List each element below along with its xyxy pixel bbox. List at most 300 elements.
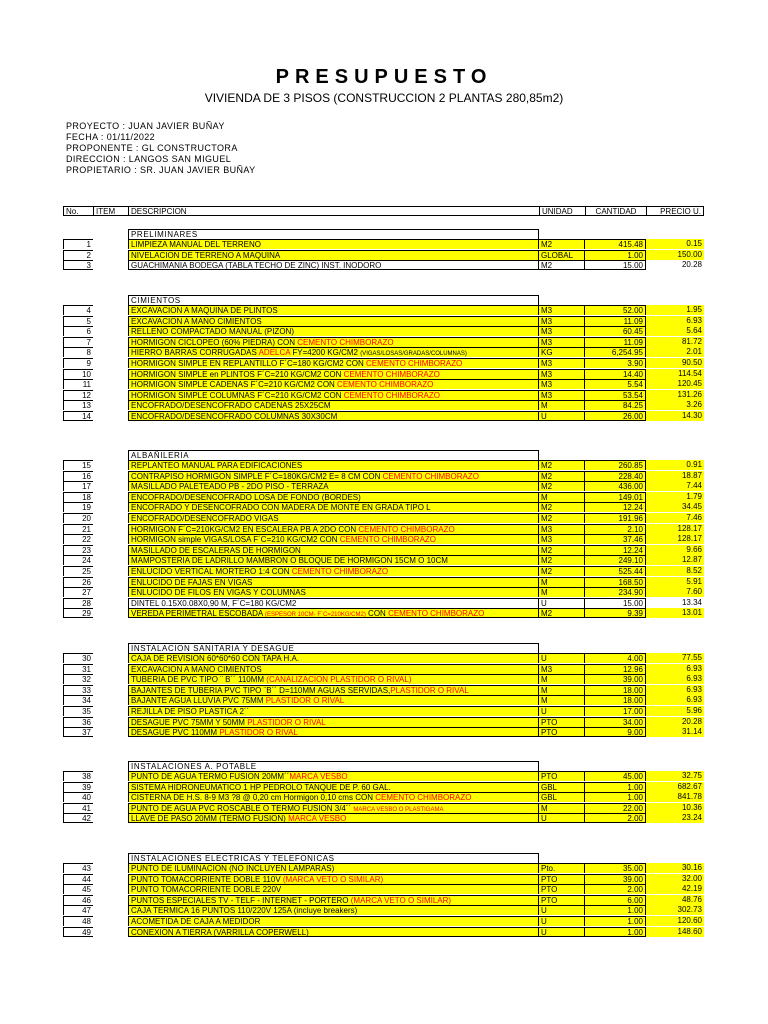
row-quantity: 39.00 <box>585 874 646 884</box>
description-text: HORMIGON F´C=210KG/CM2 EN ESCALERA PB A 2DO CON <box>131 524 359 534</box>
row-unit: M3 <box>539 358 585 368</box>
row-description <box>128 460 539 470</box>
row-unit: Pto. <box>539 863 585 873</box>
row-number: 37 <box>63 727 93 737</box>
row-unit: PTO <box>539 771 585 781</box>
row-quantity: 260.85 <box>585 460 646 470</box>
row-quantity: 37.46 <box>585 534 646 544</box>
row-number: 11 <box>63 379 93 389</box>
table-row <box>63 905 704 915</box>
description-text: PLASTIDOR O RIVAL <box>219 728 298 738</box>
row-number: 6 <box>63 326 93 336</box>
row-unit-price: 31.14 <box>646 727 704 737</box>
row-number: 18 <box>63 492 93 502</box>
description-text: LIMPIEZA MANUAL DEL TERRENO <box>131 240 261 249</box>
row-description <box>128 250 539 260</box>
table-row <box>63 250 704 260</box>
row-number: 24 <box>63 555 93 565</box>
row-number: 45 <box>63 884 93 894</box>
row-quantity: 45.00 <box>585 771 646 781</box>
row-quantity: 60.45 <box>585 326 646 336</box>
row-number: 15 <box>63 460 93 470</box>
description-text: (MARCA VETO O SIMILAR) <box>350 895 452 905</box>
row-quantity: 11.09 <box>585 316 646 326</box>
description-text: CON <box>365 609 389 619</box>
row-unit-price: 3.26 <box>646 400 704 410</box>
description-text: DESAGUE PVC 75MM Y 50MM <box>131 717 248 727</box>
row-number: 12 <box>63 390 93 400</box>
row-unit-price: 13.01 <box>646 608 704 618</box>
row-description <box>128 545 539 555</box>
row-unit: PTO <box>539 884 585 894</box>
description-text: CONTRAPISO HORMIGON SIMPLE F´C=180KG/CM2 E= 8 CM CON <box>131 471 383 481</box>
row-description <box>128 347 539 357</box>
table-row <box>63 239 704 249</box>
row-description <box>128 358 539 368</box>
description-text: PUNTOS ESPECIALES TV - TELF - INTERNET - PORTERO <box>131 895 351 905</box>
row-description <box>128 239 539 249</box>
row-unit-price: 32.00 <box>646 874 704 884</box>
row-description <box>128 481 539 491</box>
row-quantity: 168.50 <box>585 577 646 587</box>
row-unit-price: 32.75 <box>646 771 704 781</box>
description-text: CEMENTO CHIMBORAZO <box>343 390 441 400</box>
row-unit-price: 6.93 <box>646 316 704 326</box>
row-number: 23 <box>63 545 93 555</box>
row-description <box>128 305 539 315</box>
row-unit-price: 5.96 <box>646 706 704 716</box>
row-number: 41 <box>63 803 93 813</box>
table-row <box>63 927 704 937</box>
row-number: 21 <box>63 524 93 534</box>
row-quantity: 1.00 <box>585 250 646 260</box>
table-row <box>63 502 704 512</box>
table-row <box>63 717 704 727</box>
row-unit: PTO <box>539 727 585 737</box>
row-description <box>128 863 539 873</box>
row-quantity: 11.09 <box>585 337 646 347</box>
row-number: 27 <box>63 587 93 597</box>
row-unit-price: 682.67 <box>646 782 704 792</box>
row-number: 25 <box>63 566 93 576</box>
row-quantity: 12.24 <box>585 545 646 555</box>
row-unit: M3 <box>539 326 585 336</box>
section-title: INSTALACIONES ELECTRICAS Y TELEFONICAS <box>128 853 539 863</box>
row-number: 3 <box>63 260 93 270</box>
table-row <box>63 884 704 894</box>
description-text: HIERRO BARRAS CORRUGADAS <box>131 348 259 358</box>
row-unit-price: 302.73 <box>646 905 704 915</box>
row-unit-price: 841.78 <box>646 792 704 802</box>
row-unit: M3 <box>539 337 585 347</box>
row-quantity: 9.00 <box>585 727 646 737</box>
row-quantity: 249.10 <box>585 555 646 565</box>
row-unit-price: 18.87 <box>646 471 704 481</box>
table-row <box>63 400 704 410</box>
header-no: No. <box>63 206 93 216</box>
row-description <box>128 379 539 389</box>
row-unit-price: 12.87 <box>646 555 704 565</box>
row-unit-price: 14.30 <box>646 411 704 421</box>
row-description <box>128 534 539 544</box>
description-text: HORMIGON simple VIGAS/LOSA F´C=210 KG/CM2 CON <box>131 535 340 545</box>
header-description: DESCRIPCION <box>128 206 539 216</box>
description-text: RELLENO COMPACTADO MANUAL (PIZON) <box>131 327 294 337</box>
row-unit: M <box>539 695 585 705</box>
row-unit-price: 0.15 <box>646 239 704 249</box>
row-number: 40 <box>63 792 93 802</box>
row-number: 34 <box>63 695 93 705</box>
row-number: 14 <box>63 411 93 421</box>
row-unit: U <box>539 905 585 915</box>
table-row <box>63 379 704 389</box>
row-description <box>128 803 539 813</box>
row-description <box>128 260 539 270</box>
description-text: CEMENTO CHIMBORAZO <box>337 380 434 390</box>
row-unit: U <box>539 598 585 608</box>
table-row <box>63 555 704 565</box>
row-number: 39 <box>63 782 93 792</box>
row-unit: M2 <box>539 260 585 270</box>
row-unit: M3 <box>539 534 585 544</box>
row-quantity: 415.48 <box>585 239 646 249</box>
row-number: 44 <box>63 874 93 884</box>
description-text: TUBERIA DE PVC TIPO ¨ B´´ 110MM <box>131 675 267 685</box>
row-number: 26 <box>63 577 93 587</box>
row-unit-price: 128.17 <box>646 524 704 534</box>
table-row <box>63 895 704 905</box>
row-unit: M2 <box>539 481 585 491</box>
row-number: 32 <box>63 674 93 684</box>
row-description <box>128 874 539 884</box>
description-text: NIVELACION DE TERRENO A MAQUINA <box>131 250 281 260</box>
row-quantity: 6.00 <box>585 895 646 905</box>
row-unit-price: 1.95 <box>646 305 704 315</box>
table-row <box>63 492 704 502</box>
description-text: ACOMETIDA DE CAJA A MEDIDOR <box>131 917 261 926</box>
header-quantity: CANTIDAD <box>585 206 646 216</box>
row-unit-price: 77.55 <box>646 653 704 663</box>
row-number: 17 <box>63 481 93 491</box>
row-quantity: 34.00 <box>585 717 646 727</box>
row-description <box>128 337 539 347</box>
description-text: ENCOFRADO/DESENCOFRADO VIGAS <box>131 514 279 523</box>
section-title: INSTALACIONES A. POTABLE <box>128 761 539 771</box>
table-row <box>63 782 704 792</box>
row-unit: M3 <box>539 305 585 315</box>
row-unit: M <box>539 803 585 813</box>
row-description <box>128 717 539 727</box>
description-text: PUNTO TOMACORRIENTE DOBLE 110V <box>131 874 283 884</box>
row-description <box>128 400 539 410</box>
row-quantity: 26.00 <box>585 411 646 421</box>
row-quantity: 9.39 <box>585 608 646 618</box>
row-quantity: 234.90 <box>585 587 646 597</box>
table-row <box>63 316 704 326</box>
row-number: 43 <box>63 863 93 873</box>
description-text: FY=4200 KG/CM2 <box>290 348 361 358</box>
table-row <box>63 664 704 674</box>
row-number: 35 <box>63 706 93 716</box>
row-number: 2 <box>63 250 93 260</box>
section-title: INSTALACION SANITARIA Y DESAGUE <box>128 643 539 653</box>
row-unit-price: 120.45 <box>646 379 704 389</box>
description-text: CEMENTO CHIMBORAZO <box>358 524 455 534</box>
row-quantity: 1.00 <box>585 916 646 926</box>
row-quantity: 15.00 <box>585 598 646 608</box>
description-text: PLASTIDOR O RIVAL <box>265 696 345 706</box>
row-quantity: 5.54 <box>585 379 646 389</box>
row-number: 7 <box>63 337 93 347</box>
row-unit: M <box>539 577 585 587</box>
description-text: CAJA DE REVISION 60*60*60 CON TAPA H.A. <box>131 654 300 663</box>
row-quantity: 2.00 <box>585 813 646 823</box>
row-quantity: 14.40 <box>585 369 646 379</box>
table-row <box>63 481 704 491</box>
table-row <box>63 326 704 336</box>
row-description <box>128 411 539 421</box>
table-row <box>63 727 704 737</box>
row-unit-price: 0.91 <box>646 460 704 470</box>
row-unit-price: 131.26 <box>646 390 704 400</box>
info-address: DIRECCION : LANGOS SAN MIGUEL <box>66 154 232 164</box>
row-quantity: 1.00 <box>585 905 646 915</box>
row-unit-price: 2.01 <box>646 347 704 357</box>
row-number: 28 <box>63 598 93 608</box>
header-item: ITEM <box>93 206 128 216</box>
row-description <box>128 727 539 737</box>
document-title: PRESUPUESTO <box>275 66 493 88</box>
description-text: BAJANTES DE TUBERIA PVC TIPO ¨B´´ D=110MM AGUAS SERVIDAS, <box>131 685 391 695</box>
row-quantity: 12.96 <box>585 664 646 674</box>
row-unit-price: 5.91 <box>646 577 704 587</box>
row-unit: M <box>539 400 585 410</box>
row-description <box>128 471 539 481</box>
row-quantity: 39.00 <box>585 674 646 684</box>
table-row <box>63 411 704 421</box>
row-description <box>128 598 539 608</box>
row-unit: M2 <box>539 471 585 481</box>
description-text: ENLUCIDO DE FILOS EN VIGAS Y COLUMNAS <box>131 588 306 598</box>
row-number: 22 <box>63 534 93 544</box>
table-row <box>63 577 704 587</box>
description-text: CEMENTO CHIMBORAZO <box>343 369 440 379</box>
row-unit: M3 <box>539 316 585 326</box>
row-quantity: 22.00 <box>585 803 646 813</box>
table-row <box>63 347 704 357</box>
description-text: DESAGUE PVC 110MM <box>131 728 220 738</box>
row-description <box>128 513 539 523</box>
info-owner: PROPIETARIO : SR. JUAN JAVIER BUÑAY <box>66 165 256 175</box>
table-row <box>63 545 704 555</box>
section-title: ALBAÑILERIA <box>128 450 539 460</box>
row-unit: M3 <box>539 369 585 379</box>
row-quantity: 6,254.95 <box>585 347 646 357</box>
table-row <box>63 471 704 481</box>
table-row <box>63 598 704 608</box>
description-text: (CANALIZACION PLASTIDOR O RIVAL) <box>266 675 412 685</box>
row-unit-price: 7.46 <box>646 513 704 523</box>
row-number: 49 <box>63 927 93 937</box>
row-description <box>128 608 539 618</box>
row-quantity: 53.54 <box>585 390 646 400</box>
row-unit-price: 9.66 <box>646 545 704 555</box>
row-description <box>128 566 539 576</box>
header-unit: UNIDAD <box>539 206 585 216</box>
table-row <box>63 771 704 781</box>
row-unit: M2 <box>539 555 585 565</box>
description-text: SISTEMA HIDRONEUMATICO 1 HP PEDROLO TANQUE DE P. 60 GAL. <box>131 782 391 792</box>
row-unit-price: 20.28 <box>681 260 702 270</box>
row-description <box>128 502 539 512</box>
row-unit-price: 6.93 <box>646 674 704 684</box>
row-unit-price: 6.93 <box>646 695 704 705</box>
row-quantity: 12.24 <box>585 502 646 512</box>
row-description <box>128 653 539 663</box>
description-text: EXCAVACION A MANO CIMIENTOS <box>131 316 262 326</box>
row-number: 30 <box>63 653 93 663</box>
table-row <box>63 803 704 813</box>
row-unit-price: 30.16 <box>646 863 704 873</box>
row-unit: M3 <box>539 524 585 534</box>
row-quantity: 84.25 <box>585 400 646 410</box>
row-unit: GLOBAL <box>539 250 585 260</box>
row-unit-price: 148.60 <box>646 927 704 937</box>
row-description <box>128 492 539 502</box>
row-unit-price: 81.72 <box>646 337 704 347</box>
description-text: CEMENTO CHIMBORAZO <box>382 471 479 481</box>
row-unit-price: 48.76 <box>646 895 704 905</box>
row-number: 36 <box>63 717 93 727</box>
row-number: 48 <box>63 916 93 926</box>
row-quantity: 149.01 <box>585 492 646 502</box>
description-text: CEMENTO CHIMBORAZO <box>388 609 485 619</box>
description-text: HORMIGON SIMPLE CADENAS F´C=210 KG/CM2 CON <box>131 380 338 390</box>
description-text: GUACHIMANIA BODEGA (TABLA TECHO DE ZINC) INST. INODORO <box>131 261 382 271</box>
row-description <box>128 771 539 781</box>
row-unit-price: 114.54 <box>646 369 704 379</box>
info-date: FECHA : 01/11/2022 <box>66 132 156 142</box>
row-number: 20 <box>63 513 93 523</box>
row-unit-price: 120.60 <box>646 916 704 926</box>
row-unit: M2 <box>539 545 585 555</box>
row-number: 47 <box>63 905 93 915</box>
description-text: PLASTIDOR O RIVAL <box>390 685 469 695</box>
row-unit: GBL <box>539 782 585 792</box>
description-text: MASILLADO DE ESCALERAS DE HORMIGON <box>131 545 301 555</box>
row-unit: U <box>539 653 585 663</box>
description-text: EXCAVACION A MAQUINA DE PLINTOS <box>131 306 278 315</box>
row-description <box>128 555 539 565</box>
row-number: 42 <box>63 813 93 823</box>
row-number: 19 <box>63 502 93 512</box>
row-number: 29 <box>63 608 93 618</box>
row-quantity: 18.00 <box>585 685 646 695</box>
description-text: MARCA VESBO <box>289 772 348 781</box>
info-project: PROYECTO : JUAN JAVIER BUÑAY <box>66 121 225 131</box>
description-text: ENLUCIDO DE FAJAS EN VIGAS <box>131 577 253 587</box>
row-unit: PTO <box>539 874 585 884</box>
row-description <box>128 695 539 705</box>
table-row <box>63 863 704 873</box>
row-unit-price: 10.36 <box>646 803 704 813</box>
table-row <box>63 460 704 470</box>
row-unit-price: 128.17 <box>646 534 704 544</box>
description-text: CONEXION A TIERRA (VARRILLA COPERWELL) <box>131 927 309 937</box>
description-text: ENCOFRADO Y DESENCOFRADO CON MADERA DE MONTE EN GRADA TIPO L <box>131 503 431 513</box>
row-unit: U <box>539 927 585 937</box>
row-unit: M2 <box>539 608 585 618</box>
row-unit-price: 6.93 <box>646 685 704 695</box>
description-text: HORMIGON SIMPLE COLUMNAS F´C=210 KG/CM2 CON <box>131 390 344 400</box>
section-title: PRELIMINARES <box>128 229 539 239</box>
row-number: 1 <box>63 239 93 249</box>
row-number: 46 <box>63 895 93 905</box>
row-number: 5 <box>63 316 93 326</box>
row-number: 33 <box>63 685 93 695</box>
description-text: HORMIGON SIMPLE en PLINTOS F´C=210 KG/CM2 CON <box>131 369 344 379</box>
row-number: 13 <box>63 400 93 410</box>
row-unit-price: 42.19 <box>646 884 704 894</box>
header-unit-price: PRECIO U. <box>646 206 704 216</box>
row-unit: M3 <box>539 379 585 389</box>
row-description <box>128 577 539 587</box>
row-description <box>128 316 539 326</box>
row-description <box>128 326 539 336</box>
table-row <box>63 524 704 534</box>
description-text: (ESPESOR 10CM- F´C=210KG/CM2) <box>264 612 366 619</box>
table-row <box>63 608 704 618</box>
row-unit: PTO <box>539 717 585 727</box>
row-quantity: 1.00 <box>585 782 646 792</box>
description-text: CEMENTO CHIMBORAZO <box>375 793 472 803</box>
info-proponent: PROPONENTE : GL CONSTRUCTORA <box>66 143 238 153</box>
row-unit-price: 5.64 <box>646 326 704 336</box>
row-quantity: 2.10 <box>585 524 646 534</box>
row-description <box>128 905 539 915</box>
table-row <box>63 566 704 576</box>
row-description <box>128 664 539 674</box>
description-text: HORMIGON SIMPLE EN REPLANTILLO F´C=180 KG/CM2 CON <box>131 359 366 368</box>
description-text: ENLUCIDO VERTICAL MORTERO 1:4 CON <box>131 567 292 576</box>
table-row <box>63 916 704 926</box>
description-text: PLASTIDOR O RIVAL <box>247 717 326 727</box>
row-unit: M2 <box>539 239 585 249</box>
row-description <box>128 390 539 400</box>
row-unit: M <box>539 674 585 684</box>
table-header <box>63 206 704 217</box>
row-description <box>128 524 539 534</box>
row-description <box>128 706 539 716</box>
description-text: (MARCA VETO O SIMILAR) <box>282 874 384 884</box>
row-unit: U <box>539 813 585 823</box>
row-description <box>128 916 539 926</box>
row-unit: M <box>539 685 585 695</box>
row-quantity: 15.00 <box>585 260 646 270</box>
row-description <box>128 587 539 597</box>
description-text: BAJANTE AGUA LLUVIA PVC 75MM <box>131 696 266 706</box>
table-row <box>63 813 704 823</box>
row-unit-price: 6.93 <box>646 664 704 674</box>
row-unit-price: 7.60 <box>646 587 704 597</box>
table-row <box>63 695 704 705</box>
description-text: CISTERNA DE H.S. 8-9 M3 ?8 @ 0,20 cm Hormigon 0,10 cms CON <box>131 793 376 803</box>
table-row <box>63 534 704 544</box>
description-text: CEMENTO CHIMBORAZO <box>291 567 389 576</box>
row-unit-price: 1.79 <box>646 492 704 502</box>
row-quantity: 35.00 <box>585 863 646 873</box>
table-row <box>63 674 704 684</box>
